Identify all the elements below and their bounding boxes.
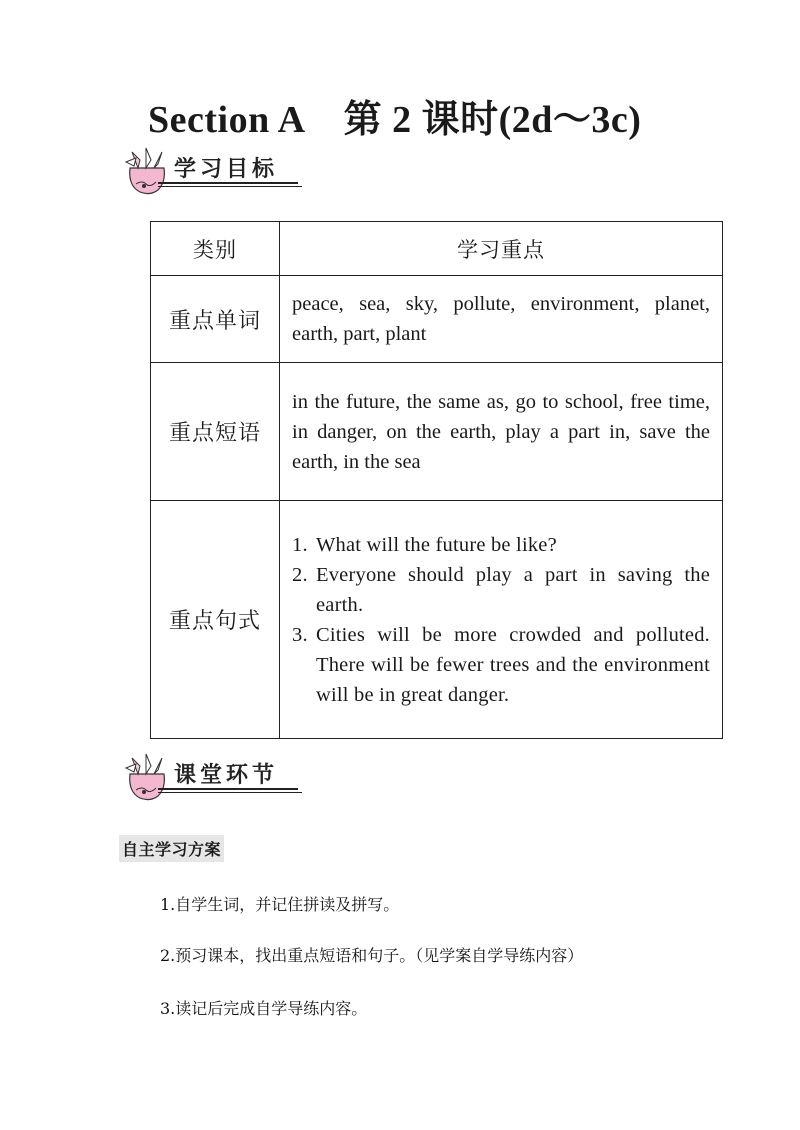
flower-pot-icon <box>118 146 178 198</box>
table-row-phrases <box>151 363 723 501</box>
objectives-table <box>150 221 723 739</box>
classroom-banner <box>118 752 298 804</box>
header-focus: 学习重点 <box>280 222 723 276</box>
sentence-list <box>292 530 710 710</box>
flower-pot-icon <box>118 752 178 804</box>
title-section: Section A <box>148 99 306 141</box>
table-header-row <box>151 222 723 276</box>
category-sentences: 重点句式 <box>151 501 280 739</box>
list-item: 3. Cities will be more crowded and polluted. There will be fewer trees and the environment will be in great danger. <box>292 623 710 706</box>
title-lesson: 第 2 课时(2d～3c) <box>343 99 642 141</box>
category-words: 重点单词 <box>151 276 280 363</box>
list-item: 1. What will the future be like? <box>292 533 557 556</box>
classroom-label: 课堂环节 <box>174 763 279 788</box>
page-title <box>148 88 641 143</box>
plan-item: 1.自学生词，并记住拼读及拼写。 <box>160 895 400 914</box>
list-item: 2. Everyone should play a part in saving the earth. <box>292 563 710 616</box>
table-row-words <box>151 276 723 363</box>
plan-heading: 自主学习方案 <box>119 835 224 862</box>
plan-item: 2.预习课本，找出重点短语和句子。（见学案自学导练内容） <box>160 946 584 965</box>
objectives-banner <box>118 146 298 198</box>
plan-item: 3.读记后完成自学导练内容。 <box>160 999 368 1018</box>
content-words: peace, sea, sky, pollute, environment, planet, earth, part, plant <box>280 276 723 363</box>
category-phrases: 重点短语 <box>151 363 280 501</box>
header-category: 类别 <box>151 222 280 276</box>
content-phrases: in the future, the same as, go to school, free time, in danger, on the earth, play a part in, save the earth, in the sea <box>280 363 723 501</box>
table-row-sentences <box>151 501 723 739</box>
content-sentences <box>280 501 723 739</box>
objectives-label: 学习目标 <box>174 157 279 182</box>
